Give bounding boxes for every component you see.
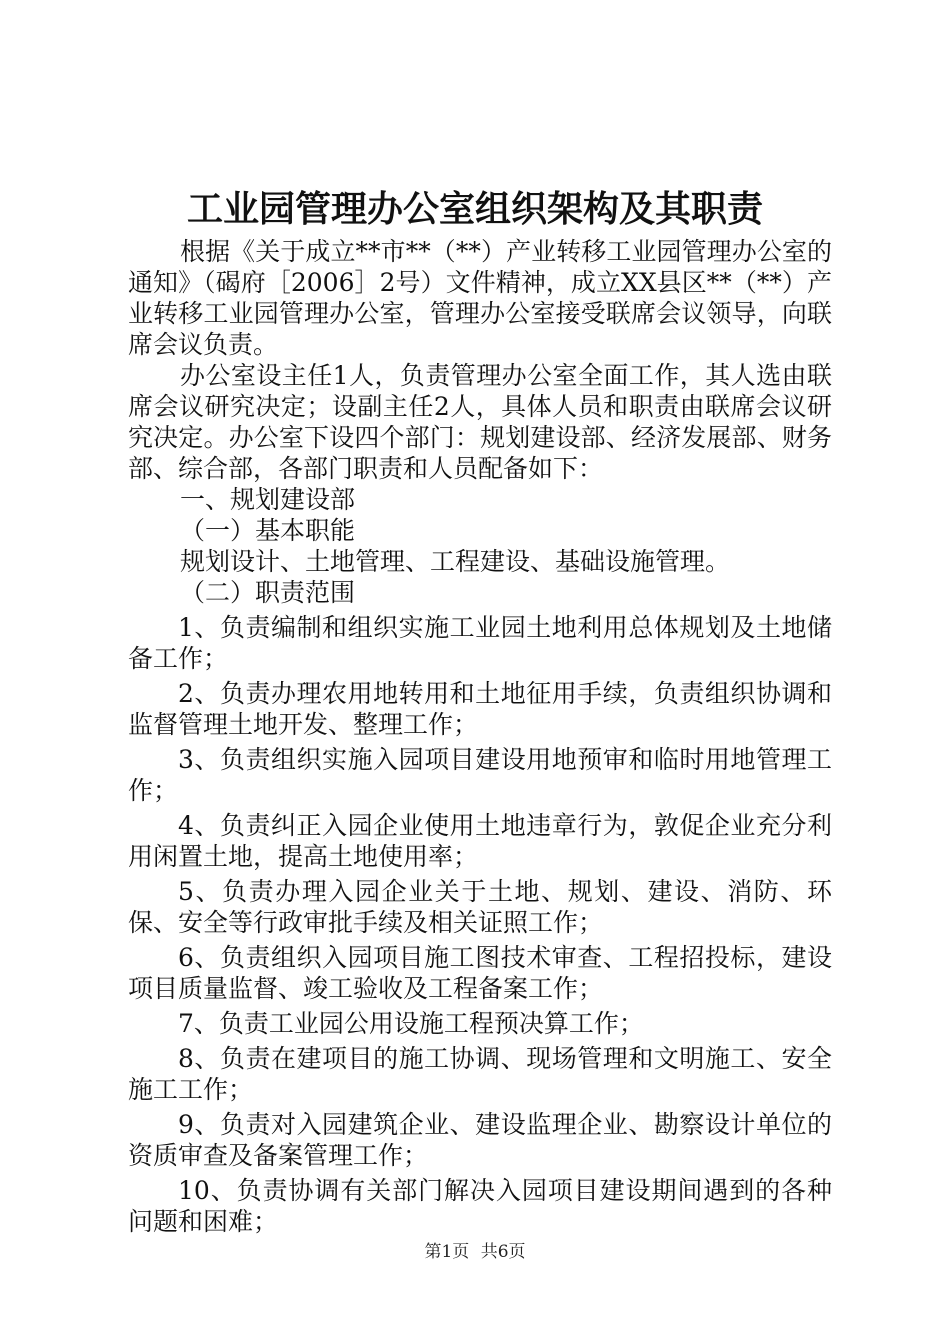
section-heading: 一、规划建设部 bbox=[180, 485, 356, 514]
page-number-current: 第1页 bbox=[424, 1242, 470, 1262]
sub-heading-basic-function: （一）基本职能 bbox=[180, 516, 356, 545]
document-title: 工业园管理办公室组织架构及其职责 bbox=[186, 188, 763, 230]
duty-item: 10、负责协调有关部门解决入园项目建设期间遇到的各种问题和困难； bbox=[128, 1176, 832, 1236]
basic-function-text: 规划设计、土地管理、工程建设、基础设施管理。 bbox=[180, 547, 731, 576]
duty-item: 6、负责组织入园项目施工图技术审查、工程招投标，建设项目质量监督、竣工验收及工程备案工作； bbox=[128, 943, 832, 1003]
document-body bbox=[128, 236, 832, 1237]
duty-item: 5、负责办理入园企业关于土地、规划、建设、消防、环保、安全等行政审批手续及相关证照工作； bbox=[128, 877, 832, 937]
sub-heading-duty-scope: （二）职责范围 bbox=[180, 578, 356, 607]
duty-item: 4、负责纠正入园企业使用土地违章行为，敦促企业充分利用闲置土地，提高土地使用率； bbox=[128, 811, 832, 871]
page-footer bbox=[0, 1240, 950, 1264]
organization-paragraph: 办公室设主任1人，负责管理办公室全面工作，其人选由联席会议研究决定；设副主任2人，具体人员和职责由联席会议研究决定。办公室下设四个部门：规划建设部、经济发展部、财务部、综合部，各部门职责和人员配备如下： bbox=[128, 361, 832, 483]
intro-paragraph: 根据《关于成立**市**（**）产业转移工业园管理办公室的通知》（碣府［2006］2号）文件精神，成立XX县区**（**）产业转移工业园管理办公室，管理办公室接受联席会议领导，向联席会议负责。 bbox=[128, 237, 832, 359]
duty-item: 8、负责在建项目的施工协调、现场管理和文明施工、安全施工工作； bbox=[128, 1044, 832, 1104]
duty-item: 1、负责编制和组织实施工业园土地利用总体规划及土地储备工作； bbox=[128, 613, 832, 673]
duty-item: 7、负责工业园公用设施工程预决算工作； bbox=[178, 1009, 644, 1038]
duty-item: 3、负责组织实施入园项目建设用地预审和临时用地管理工作； bbox=[128, 745, 832, 805]
page-number-total: 共6页 bbox=[480, 1242, 526, 1262]
duty-item: 9、负责对入园建筑企业、建设监理企业、勘察设计单位的资质审查及备案管理工作； bbox=[128, 1110, 832, 1170]
duty-item: 2、负责办理农用地转用和土地征用手续，负责组织协调和监督管理土地开发、整理工作； bbox=[128, 679, 832, 739]
